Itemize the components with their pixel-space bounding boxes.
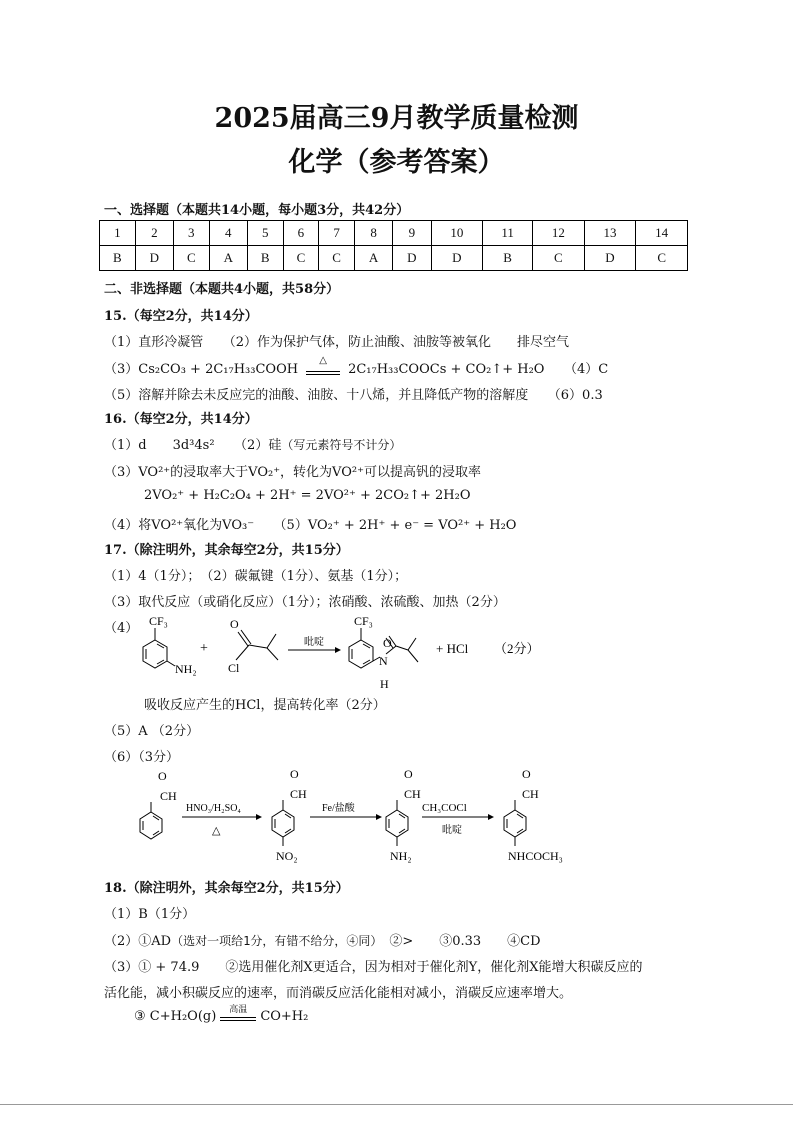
- benzene-ring: [386, 800, 408, 846]
- page-subtitle: 化学（参考答案）: [288, 147, 505, 178]
- q15-heading: 15.（每空2分，共14分）: [104, 309, 258, 324]
- q16-line4: （4）将VO²⁺氧化为VO₃⁻ （5）VO₂⁺ + 2H⁺ + e⁻ = VO²⁺ + H₂O: [104, 518, 517, 533]
- answer-table-answer-row: [100, 246, 688, 271]
- aldehyde-o-label: O: [404, 767, 413, 781]
- q17-line5: 吸收反应产生的HCl，提高转化率（2分）: [144, 698, 386, 713]
- amide-o-label: O: [383, 636, 392, 650]
- aldehyde-ch-label: CH: [160, 789, 177, 803]
- acetylation-reagent: CH₃COCl: [422, 802, 467, 814]
- reaction-scheme-6: [130, 762, 590, 872]
- benzene-ring: [272, 800, 294, 846]
- page-bottom-divider: [0, 1104, 793, 1105]
- q17-line1: （1）4（1分）； （2）碳氟键（1分）、氨基（1分）；: [104, 569, 408, 584]
- table-cell: 8: [354, 221, 392, 246]
- q18-line1: （1）B（1分）: [104, 907, 196, 922]
- no2-label: NO₂: [276, 849, 298, 863]
- q15-equation-right: 2C₁₇H₃₃COOCs + CO₂↑+ H₂O （4）C: [348, 362, 609, 377]
- reduction-condition: Fe/盐酸: [322, 803, 355, 814]
- q15-line2: [104, 354, 609, 377]
- benzene-ring-reactant: [143, 628, 175, 668]
- q16-line1-main: （1）d 3d³4s² （2）硅: [104, 438, 282, 453]
- q17-part4-label: （4）: [104, 621, 139, 636]
- q16-line1: [104, 434, 401, 453]
- score-note: （2分）: [494, 641, 540, 656]
- aldehyde-ch-label: CH: [290, 787, 307, 801]
- q15-equation-left: （3）Cs₂CO₃ + 2C₁₇H₃₃COOH: [104, 362, 299, 377]
- aldehyde-o-label: O: [290, 767, 299, 781]
- q18-line2: [104, 930, 541, 949]
- q18-equation-left: ③ C+H₂O(g): [134, 1009, 217, 1024]
- q18-line4: 活化能，减小积碳反应的速率，而消碳反应活化能相对减小，消碳反应速率增大。: [104, 986, 573, 1001]
- acetamido-label: NHCOCH₃: [508, 849, 563, 863]
- table-cell: 6: [283, 221, 319, 246]
- table-cell: B: [100, 246, 136, 271]
- cf3-label: CF₃: [354, 614, 373, 628]
- table-cell: 1: [100, 221, 136, 246]
- carbonyl-o-label: O: [230, 617, 239, 631]
- cl-label: Cl: [228, 661, 240, 675]
- table-cell: 10: [431, 221, 483, 246]
- table-cell: 7: [319, 221, 355, 246]
- table-cell: A: [209, 246, 247, 271]
- aldehyde-o-label: O: [522, 767, 531, 781]
- page-title: 2025届高三9月教学质量检测: [214, 103, 579, 134]
- q16-line1-note: （写元素符号不计分）: [281, 438, 402, 452]
- table-cell: 5: [247, 221, 283, 246]
- pyridine-condition: 吡啶: [442, 825, 462, 836]
- table-cell: D: [135, 246, 173, 271]
- equation-arrow: [220, 1004, 256, 1024]
- table-cell: C: [533, 246, 585, 271]
- q18-line5: [134, 1004, 309, 1024]
- benzene-ring: [140, 802, 162, 839]
- q17-line6: （5）A （2分）: [104, 724, 200, 739]
- table-cell: 9: [393, 221, 431, 246]
- q16-line2: （3）VO²⁺的浸取率大于VO₂⁺，转化为VO²⁺可以提高钒的浸取率: [104, 465, 481, 480]
- table-cell: 11: [483, 221, 533, 246]
- table-cell: D: [393, 246, 431, 271]
- pyridine-condition: 吡啶: [304, 637, 324, 648]
- table-cell: 14: [636, 221, 688, 246]
- aldehyde-ch-label: CH: [404, 787, 421, 801]
- nh2-label: NH₂: [175, 662, 197, 676]
- q17-line7: （6）（3分）: [104, 750, 180, 765]
- table-cell: B: [247, 246, 283, 271]
- hcl-byproduct: + HCl: [436, 641, 469, 656]
- aldehyde-o-label: O: [158, 769, 167, 783]
- answer-table: [99, 220, 688, 271]
- table-cell: 2: [135, 221, 173, 246]
- q18-line2-note: （选对一项给1分，有错不给分，④同）: [171, 934, 377, 948]
- table-cell: 12: [533, 221, 585, 246]
- amide-n-label: N: [379, 654, 388, 668]
- cf3-label: CF₃: [149, 614, 168, 628]
- table-cell: C: [283, 246, 319, 271]
- table-cell: 3: [173, 221, 209, 246]
- q17-heading: 17.（除注明外，其余每空2分，共15分）: [104, 543, 349, 558]
- heat-condition: △: [212, 825, 221, 837]
- table-cell: B: [483, 246, 533, 271]
- q18-equation-right: CO+H₂: [260, 1009, 309, 1024]
- table-cell: D: [584, 246, 636, 271]
- table-cell: 4: [209, 221, 247, 246]
- table-cell: C: [636, 246, 688, 271]
- q15-line1: （1）直形冷凝管 （2）作为保护气体，防止油酸、油胺等被氧化 排尽空气: [104, 335, 570, 350]
- table-cell: C: [319, 246, 355, 271]
- q18-line2-answer: （2）①AD: [104, 934, 172, 949]
- amide-h-label: H: [380, 677, 389, 691]
- q18-line2-rest: ②> ③0.33 ④CD: [389, 934, 541, 949]
- nitration-condition: HNO₃/H₂SO₄: [186, 803, 241, 814]
- table-cell: C: [173, 246, 209, 271]
- high-temperature-condition: 高温: [229, 1004, 248, 1015]
- q15-line3: （5）溶解并除去未反应完的油酸、油胺、十八烯，并且降低产物的溶解度 （6）0.3: [104, 388, 603, 403]
- nh2-label: NH₂: [390, 849, 412, 863]
- reaction-scheme-4: [130, 610, 580, 695]
- section-heading-choice: 一、选择题（本题共14小题，每小题3分，共42分）: [104, 203, 410, 218]
- q18-heading: 18.（除注明外，其余每空2分，共15分）: [104, 881, 349, 896]
- section-heading-nonchoice: 二、非选择题（本题共4小题，共58分）: [104, 282, 340, 297]
- aldehyde-ch-label: CH: [522, 787, 539, 801]
- benzene-ring: [504, 800, 526, 846]
- table-cell: 13: [584, 221, 636, 246]
- plus-sign: +: [200, 641, 208, 656]
- q16-equation: 2VO₂⁺ + H₂C₂O₄ + 2H⁺ = 2VO²⁺ + 2CO₂↑+ 2H₂O: [144, 488, 471, 503]
- q18-line3: （3）① + 74.9 ②选用催化剂X更适合，因为相对于催化剂Y，催化剂X能增大积碳反应的: [104, 960, 643, 975]
- heat-condition: △: [319, 354, 327, 366]
- answer-table-number-row: [100, 221, 688, 246]
- q16-heading: 16.（每空2分，共14分）: [104, 412, 258, 427]
- equation-arrow: [306, 354, 340, 377]
- acyl-chloride-skeleton: [236, 630, 278, 660]
- q17-line2: （3）取代反应（或硝化反应）（1分）；浓硝酸、浓硫酸、加热（2分）: [104, 595, 506, 610]
- table-cell: D: [431, 246, 483, 271]
- table-cell: A: [354, 246, 392, 271]
